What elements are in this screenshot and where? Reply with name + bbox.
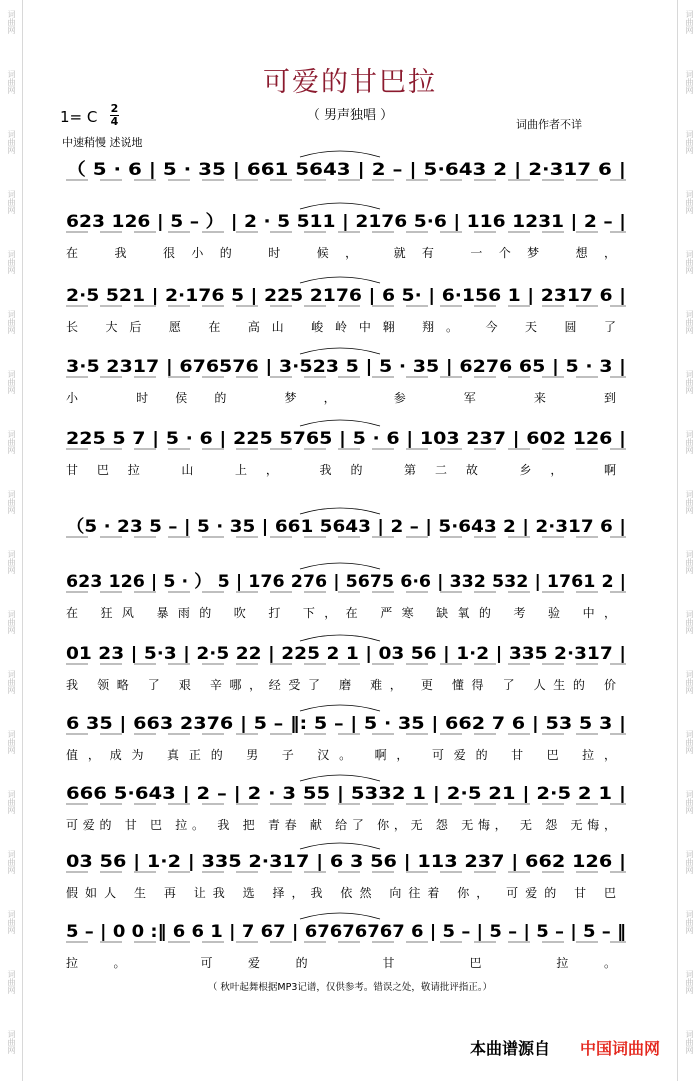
notation-line: 3·5 2317 | 676576 | 3·523 5 | 5 · 35 | 6276 65 | 5 · 3 | [66,357,626,377]
notation-line: 01 23 | 5·3 | 2·5 22 | 225 2 1 | 03 56 | 1·2 | 335 2·317 | [66,644,626,664]
watermark-text: 词曲网 [685,310,694,334]
watermark-text: 词曲网 [7,730,16,754]
watermark-text: 词曲网 [7,250,16,274]
notation-line: 5 – | 0 0 :‖ 6 6 1 | 7 67 | 67676767 6 | 5 – | 5 – | 5 – | 5 – ‖ [66,922,626,942]
meter-top: 2 [110,102,119,115]
watermark-text: 词曲网 [685,610,694,634]
score-system [66,508,626,537]
watermark-text: 词曲网 [7,490,16,514]
watermark-text: 词曲网 [7,10,16,34]
score-system [66,913,626,970]
watermark-text: 词曲网 [685,730,694,754]
notation-line: （ 5 · 6 | 5 · 35 | 661 5643 | 2 – | 5·643 2 | 2·317 6 | [66,160,546,180]
watermark-text: 词曲网 [7,850,16,874]
notation-line: 6 35 | 663 2376 | 5 – ‖: 5 – | 5 · 35 | 662 7 6 | 53 5 3 | [66,714,626,734]
notation-line: 666 5·643 | 2 – | 2 · 3 55 | 5332 1 | 2·5 21 | 2·5 2 1 | [66,784,626,804]
watermark-text: 词曲网 [685,850,694,874]
slur-arc [300,705,380,711]
watermark-text: 词曲网 [685,370,694,394]
lyric-line: 拉。 可爱的 甘 巴 拉。 [66,956,616,970]
song-title: 可爱的甘巴拉 [263,67,437,98]
score-system [66,635,626,692]
watermark-text: 词曲网 [7,790,16,814]
score-system [66,151,626,180]
notation-line: 225 5 7 | 5 · 6 | 225 5765 | 5 · 6 | 103 237 | 602 126 | [66,429,626,449]
notation-line: （5 · 23 5 – | 5 · 35 | 661 5643 | 2 – | 5·643 2 | 2·317 6 | [66,517,584,537]
score-system [66,203,626,260]
watermark-text: 词曲网 [685,490,694,514]
score-system [66,420,626,477]
watermark-text: 词曲网 [685,10,694,34]
watermark-text: 词曲网 [685,550,694,574]
watermark-text: 词曲网 [7,310,16,334]
score-system [66,775,626,832]
slur-arc [300,508,380,514]
slur-arc [300,348,380,354]
notation-line: 2·5 521 | 2·176 5 | 225 2176 | 6 5· | 6·156 1 | 2317 6 | [66,286,626,306]
slur-arc [300,775,380,781]
lyric-line: 甘巴拉 山 上， 我的 第二故 乡， 啊 [66,463,616,477]
watermark-text: 词曲网 [7,550,16,574]
watermark-text: 词曲网 [7,610,16,634]
slur-arc [300,563,380,569]
watermark-text: 词曲网 [7,370,16,394]
watermark-text: 词曲网 [685,1030,694,1054]
watermark-text: 词曲网 [685,70,694,94]
lyric-line: 假如人 生 再 让我 选 择，我 依然 向往着 你， 可爱的 甘 巴 [66,886,616,900]
watermark-text: 词曲网 [7,430,16,454]
transcription-note: （ 秋叶起舞根据MP3记谱，仅供参考。错误之处，敬请批评指正。） [207,982,493,993]
score-system [66,563,626,620]
key-signature: 1= C [60,108,98,126]
notation-line: 623 126 | 5 – ） | 2 · 5 511 | 2176 5·6 | 116 1231 | 2 – | [66,212,577,232]
watermark-text: 词曲网 [685,790,694,814]
watermark-text: 词曲网 [7,910,16,934]
slur-arc [300,843,380,849]
watermark-text: 词曲网 [7,670,16,694]
lyric-line: 值，成为 真正的 男 子 汉。 啊， 可爱的 甘 巴 拉， [66,748,616,762]
source-brand: 中国词曲网 [580,1039,661,1058]
watermark-text: 词曲网 [685,970,694,994]
notation-line: 03 56 | 1·2 | 335 2·317 | 6 3 56 | 113 237 | 662 126 | [66,852,626,872]
slur-arc [300,420,380,426]
watermark-text: 词曲网 [685,430,694,454]
score-system [66,277,626,334]
tempo-marking: 中速稍慢 述说地 [62,136,143,149]
lyric-line: 我 领略 了 艰 辛哪，经受了 磨 难， 更 懂得 了 人生的 价 [66,678,616,692]
score-system [66,348,626,405]
slur-arc [300,203,380,209]
score-system [66,705,626,762]
song-subtitle: （ 男声独唱 ） [306,108,394,123]
watermark-text: 词曲网 [685,130,694,154]
lyric-line: 在 狂风 暴雨的 吹 打 下，在 严寒 缺氧的 考 验 中， [66,606,616,620]
notation-line: 623 126 | 5 · ） 5 | 176 276 | 5675 6·6 | 332 532 | 1761 2 | [66,572,613,592]
lyric-line: 长 大后 愿 在 高山 峻岭中翱 翔。 今 天 圆 了 [66,320,617,334]
author-credit: 词曲作者不详 [516,118,582,131]
lyric-line: 小 时侯的 梦， 参 军 来 到 [66,391,616,405]
lyric-line: 可爱的 甘 巴 拉。 我 把 青春 献 给了 你，无 怨 无悔， 无 怨 无悔， [66,818,617,832]
lyric-line: 在 我 很小的 时 候， 就有 一个梦 想， [66,246,616,260]
slur-arc [300,913,380,919]
watermark-text: 词曲网 [685,910,694,934]
source-label: 本曲谱源自 [470,1039,551,1058]
watermark-text: 词曲网 [685,250,694,274]
slur-arc [300,635,380,641]
watermark-text: 词曲网 [685,670,694,694]
watermark-text: 词曲网 [7,970,16,994]
watermark-text: 词曲网 [7,130,16,154]
meter-bottom: 4 [110,115,119,128]
watermark-text: 词曲网 [685,190,694,214]
watermark-text: 词曲网 [7,1030,16,1054]
score-system [66,843,626,900]
watermark-text: 词曲网 [7,190,16,214]
slur-arc [300,151,380,157]
slur-arc [300,277,380,283]
watermark-text: 词曲网 [7,70,16,94]
